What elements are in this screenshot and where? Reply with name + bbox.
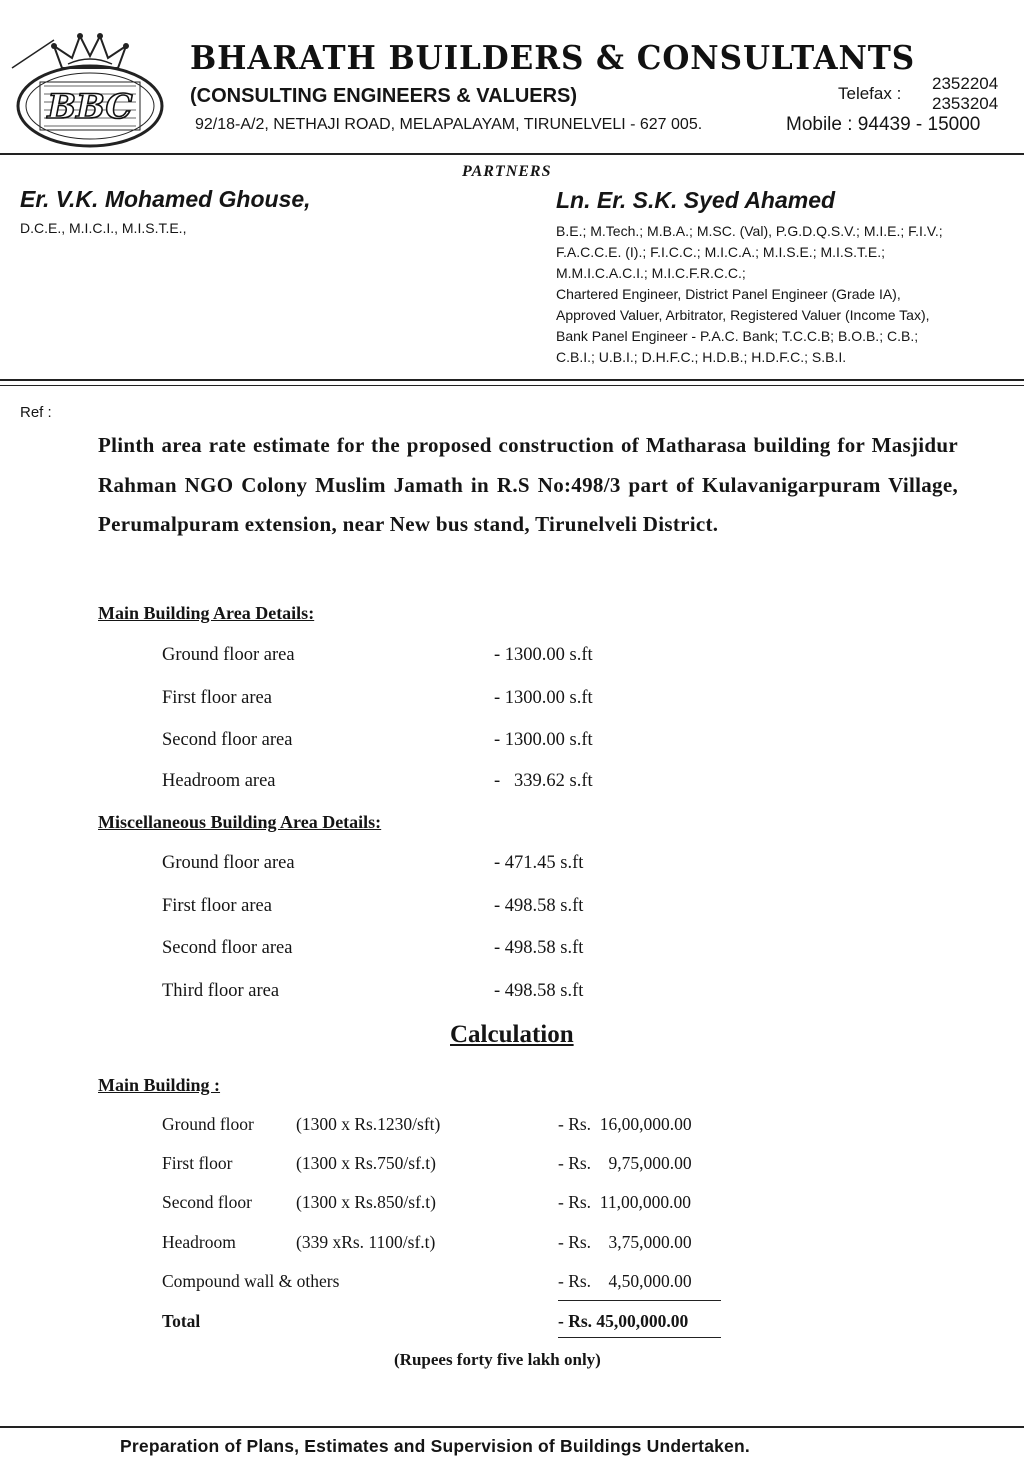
total-rule-top [558, 1300, 721, 1301]
calc-label: Headroom [162, 1232, 236, 1252]
estimate-subject: Plinth area rate estimate for the proposed construction of Matharasa building for Masjidur Rahman NGO Colony Muslim Jamath in R.S No:498/3 part of Kulavanigarpuram Village, Perumalpuram extension, near New bus stand, Tirunelveli District. [98, 433, 958, 536]
calc-formula: (1300 x Rs.750/sf.t) [296, 1153, 436, 1173]
telefax-number-1: 2352204 [932, 74, 999, 93]
total-label: Total [162, 1311, 201, 1331]
calculation-title: Calculation [450, 1021, 574, 1048]
calc-label: Second floor [162, 1192, 252, 1212]
partner-right-name: Ln. Er. S.K. Syed Ahamed [556, 187, 836, 213]
main-area-value: - 1300.00 s.ft [494, 645, 593, 665]
misc-area-label: First floor area [162, 896, 272, 916]
main-area-value: - 339.62 s.ft [494, 771, 593, 791]
misc-area-label: Third floor area [162, 981, 280, 1001]
misc-area-value: - 471.45 s.ft [494, 853, 584, 873]
main-building-heading: Main Building : [98, 1075, 221, 1095]
calc-amount: - Rs. 16,00,000.00 [558, 1114, 692, 1134]
qual-line: Bank Panel Engineer - P.A.C. Bank; T.C.C.B; B.O.B.; C.B.; [556, 328, 919, 344]
main-area-value: - 1300.00 s.ft [494, 688, 593, 708]
main-area-value: - 1300.00 s.ft [494, 730, 593, 750]
calc-formula: (1300 x Rs.1230/sft) [296, 1114, 441, 1134]
footer-tagline: Preparation of Plans, Estimates and Supervision of Buildings Undertaken. [120, 1436, 750, 1456]
total-amount: - Rs. 45,00,000.00 [558, 1311, 689, 1331]
misc-area-label: Second floor area [162, 938, 293, 958]
misc-area-label: Ground floor area [162, 853, 295, 873]
partner-right-quals [556, 221, 1006, 368]
misc-area-value: - 498.58 s.ft [494, 938, 584, 958]
company-subtitle: (CONSULTING ENGINEERS & VALUERS) [190, 85, 578, 107]
calc-label: Ground floor [162, 1114, 254, 1134]
qual-line: B.E.; M.Tech.; M.B.A.; M.SC. (Val), P.G.D.Q.S.V.; M.I.E.; F.I.V.; [556, 223, 943, 239]
main-area-label: Ground floor area [162, 645, 295, 665]
logo-monogram: BBC [47, 87, 133, 127]
misc-area-value: - 498.58 s.ft [494, 981, 584, 1001]
main-area-label: Second floor area [162, 730, 293, 750]
calc-amount: - Rs. 3,75,000.00 [558, 1232, 692, 1252]
telefax-number-2: 2353204 [932, 94, 999, 113]
total-rule-bottom [558, 1337, 721, 1338]
calc-amount: - Rs. 11,00,000.00 [558, 1192, 692, 1212]
calc-amount: - Rs. 9,75,000.00 [558, 1153, 692, 1173]
amount-in-words: (Rupees forty five lakh only) [394, 1350, 601, 1369]
misc-area-value: - 498.58 s.ft [494, 896, 584, 916]
qual-line: C.B.I.; U.B.I.; D.H.F.C.; H.D.B.; H.D.F.C.; S.B.I. [556, 349, 847, 365]
partner-left-name: Er. V.K. Mohamed Ghouse, [20, 186, 311, 212]
footer-divider [0, 1426, 1024, 1428]
calc-formula: (1300 x Rs.850/sf.t) [296, 1192, 436, 1212]
calc-amount: - Rs. 4,50,000.00 [558, 1271, 692, 1291]
header-divider [0, 153, 1024, 155]
main-area-label: First floor area [162, 688, 272, 708]
calc-formula: (339 xRs. 1100/sf.t) [296, 1232, 436, 1252]
partners-divider-bottom [0, 385, 1024, 386]
partners-label: PARTNERS [462, 163, 552, 180]
mobile-number: Mobile : 94439 - 15000 [786, 114, 981, 135]
telefax-label: Telefax : [838, 84, 902, 103]
partners-divider-top [0, 379, 1024, 381]
misc-area-heading: Miscellaneous Building Area Details: [98, 812, 382, 832]
company-logo [10, 26, 170, 152]
qual-line: Chartered Engineer, District Panel Engineer (Grade IA), [556, 286, 901, 302]
qual-line: F.A.C.C.E. (I).; F.I.C.C.; M.I.C.A.; M.I.S.E.; M.I.S.T.E.; [556, 244, 886, 260]
company-address: 92/18-A/2, NETHAJI ROAD, MELAPALAYAM, TIRUNELVELI - 627 005. [195, 116, 703, 133]
partner-left-quals: D.C.E., M.I.C.I., M.I.S.T.E., [20, 220, 187, 236]
qual-line: M.M.I.C.A.C.I.; M.I.C.F.R.C.C.; [556, 265, 746, 281]
ref-label: Ref : [20, 404, 52, 421]
calc-label: First floor [162, 1153, 233, 1173]
company-name: BHARATH BUILDERS & CONSULTANTS [190, 38, 916, 77]
main-area-heading: Main Building Area Details: [98, 603, 315, 623]
calc-label: Compound wall & others [162, 1271, 340, 1291]
main-area-label: Headroom area [162, 771, 276, 791]
qual-line: Approved Valuer, Arbitrator, Registered Valuer (Income Tax), [556, 307, 930, 323]
